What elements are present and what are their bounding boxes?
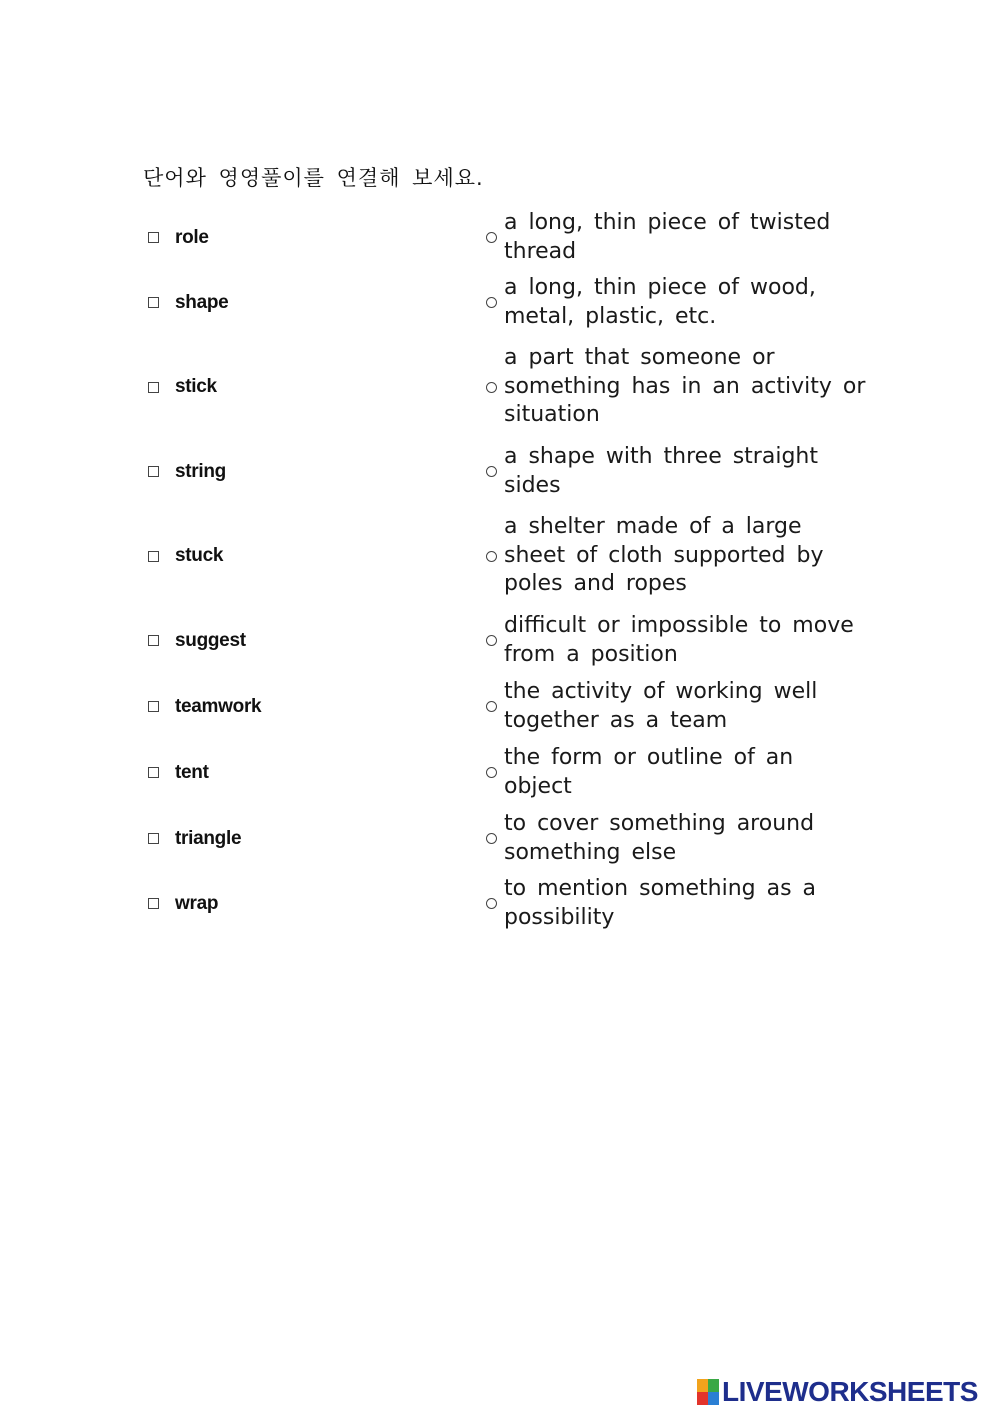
match-row-5 xyxy=(0,513,1000,599)
word-label: shape xyxy=(175,291,229,313)
word-label: tent xyxy=(175,761,209,783)
word-cell xyxy=(148,875,478,932)
word-checkbox[interactable] xyxy=(148,382,159,393)
logo-square-icon xyxy=(697,1379,708,1392)
definition-cell xyxy=(486,612,876,669)
definition-text: a part that someone or something has in an activity or situation xyxy=(504,345,866,428)
definition-text: to cover something around something else xyxy=(504,811,815,865)
definition-cell xyxy=(486,810,876,867)
word-checkbox[interactable] xyxy=(148,466,159,477)
definition-radio[interactable] xyxy=(486,466,497,477)
word-cell xyxy=(148,513,478,599)
definition-text: difficult or impossible to move from a position xyxy=(504,613,854,667)
word-checkbox[interactable] xyxy=(148,635,159,646)
definition-text: to mention something as a possibility xyxy=(504,876,817,930)
definition-cell xyxy=(486,344,876,430)
definition-radio[interactable] xyxy=(486,382,497,393)
match-row-3 xyxy=(0,344,1000,430)
word-label: triangle xyxy=(175,827,242,849)
word-cell xyxy=(148,443,478,500)
word-label: wrap xyxy=(175,892,219,914)
match-row-8 xyxy=(0,744,1000,801)
word-cell xyxy=(148,744,478,801)
word-label: role xyxy=(175,226,209,248)
definition-cell xyxy=(486,443,876,500)
word-cell xyxy=(148,678,478,735)
definition-radio[interactable] xyxy=(486,767,497,778)
word-checkbox[interactable] xyxy=(148,297,159,308)
match-row-10 xyxy=(0,875,1000,932)
word-cell xyxy=(148,274,478,331)
word-checkbox[interactable] xyxy=(148,898,159,909)
word-checkbox[interactable] xyxy=(148,232,159,243)
liveworksheets-logo xyxy=(697,1376,978,1408)
definition-radio[interactable] xyxy=(486,898,497,909)
match-row-2 xyxy=(0,274,1000,331)
definition-cell xyxy=(486,875,876,932)
word-label: stuck xyxy=(175,545,224,566)
definition-cell xyxy=(486,209,876,266)
match-row-9 xyxy=(0,810,1000,867)
definition-text: a shape with three straight sides xyxy=(504,444,818,498)
definition-text: a shelter made of a large sheet of cloth supported by poles and ropes xyxy=(504,514,824,597)
definition-cell xyxy=(486,513,876,599)
word-checkbox[interactable] xyxy=(148,701,159,712)
word-label: stick xyxy=(175,376,217,397)
word-checkbox[interactable] xyxy=(148,551,159,562)
match-row-4 xyxy=(0,443,1000,500)
match-row-1 xyxy=(0,209,1000,266)
definition-text: a long, thin piece of wood, metal, plastic, etc. xyxy=(504,275,816,329)
instruction-text: 단어와 영영풀이를 연결해 보세요. xyxy=(143,166,484,190)
definition-radio[interactable] xyxy=(486,635,497,646)
definition-radio[interactable] xyxy=(486,551,497,562)
definition-text: the activity of working well together as a team xyxy=(504,679,818,733)
definition-cell xyxy=(486,678,876,735)
definition-radio[interactable] xyxy=(486,297,497,308)
logo-square-icon xyxy=(708,1379,719,1392)
definition-radio[interactable] xyxy=(486,833,497,844)
logo-square-icon xyxy=(697,1392,708,1405)
word-cell xyxy=(148,209,478,266)
logo-text: LIVEWORKSHEETS xyxy=(722,1376,978,1407)
definition-radio[interactable] xyxy=(486,701,497,712)
definition-cell xyxy=(486,274,876,331)
word-checkbox[interactable] xyxy=(148,833,159,844)
match-row-7 xyxy=(0,678,1000,735)
definition-radio[interactable] xyxy=(486,232,497,243)
definition-cell xyxy=(486,744,876,801)
word-checkbox[interactable] xyxy=(148,767,159,778)
word-label: suggest xyxy=(175,629,246,651)
word-label: teamwork xyxy=(175,695,262,717)
word-cell xyxy=(148,810,478,867)
definition-text: a long, thin piece of twisted thread xyxy=(504,210,831,264)
logo-square-icon xyxy=(708,1392,719,1405)
liveworksheets-logo-icon xyxy=(697,1379,719,1405)
word-label: string xyxy=(175,460,226,482)
word-cell xyxy=(148,612,478,669)
definition-text: the form or outline of an object xyxy=(504,745,794,799)
word-cell xyxy=(148,344,478,430)
match-row-6 xyxy=(0,612,1000,669)
